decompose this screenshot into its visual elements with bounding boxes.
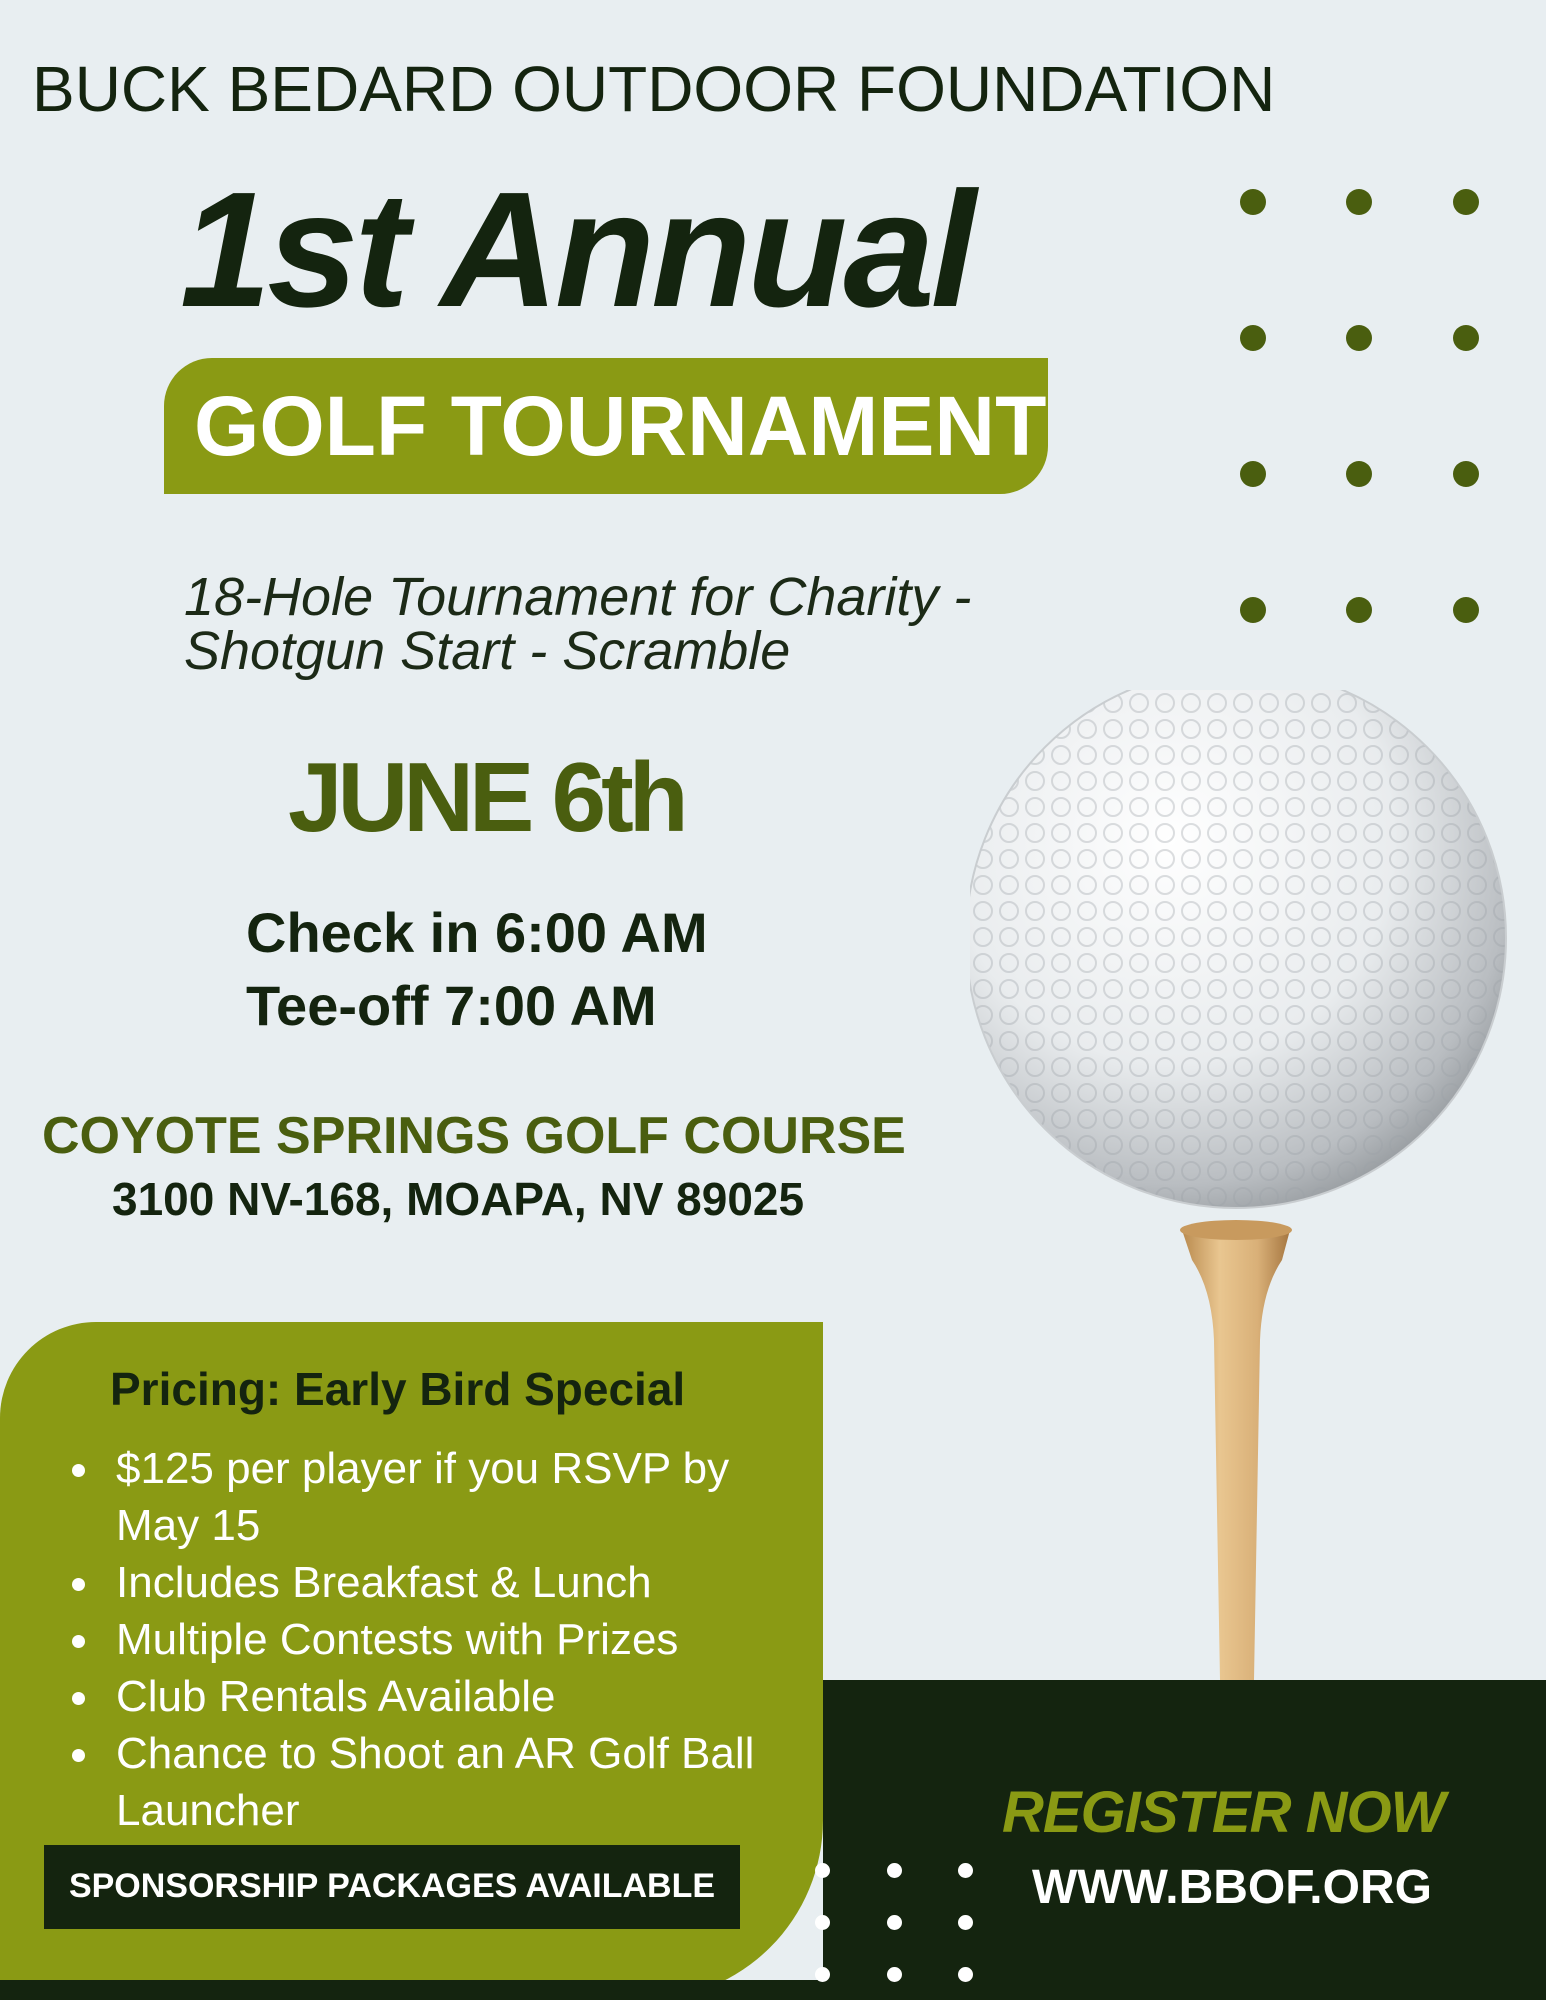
list-item: $125 per player if you RSVP by May 15 bbox=[66, 1440, 806, 1554]
event-subtitle bbox=[184, 567, 972, 681]
dot-icon bbox=[1346, 325, 1372, 351]
venue-address: 3100 NV-168, MOAPA, NV 89025 bbox=[112, 1173, 805, 1225]
banner-title: GOLF TOURNAMENT bbox=[194, 379, 1047, 473]
event-date: JUNE 6th bbox=[288, 742, 684, 852]
list-item: Multiple Contests with Prizes bbox=[66, 1611, 806, 1668]
dot-icon bbox=[958, 1863, 973, 1878]
venue-name: COYOTE SPRINGS GOLF COURSE bbox=[42, 1107, 906, 1165]
dot-icon bbox=[1346, 597, 1372, 623]
list-item: Club Rentals Available bbox=[66, 1668, 806, 1725]
dot-icon bbox=[887, 1915, 902, 1930]
subtitle-line-2: Shotgun Start - Scramble bbox=[184, 621, 791, 681]
headline: 1st Annual bbox=[180, 158, 973, 341]
dot-icon bbox=[1453, 461, 1479, 487]
dot-icon bbox=[815, 1915, 830, 1930]
list-item: Includes Breakfast & Lunch bbox=[66, 1554, 806, 1611]
dot-icon bbox=[1240, 461, 1266, 487]
dot-icon bbox=[1453, 189, 1479, 215]
dot-icon bbox=[1453, 325, 1479, 351]
organization-name: BUCK BEDARD OUTDOOR FOUNDATION bbox=[32, 53, 1276, 125]
footer-bar bbox=[0, 1980, 1546, 2000]
dot-icon bbox=[1346, 461, 1372, 487]
dot-icon bbox=[1240, 189, 1266, 215]
register-now-heading: REGISTER NOW bbox=[1002, 1780, 1445, 1845]
pricing-list bbox=[66, 1440, 806, 1839]
list-item: Chance to Shoot an AR Golf Ball Launcher bbox=[66, 1725, 806, 1839]
website-link[interactable]: WWW.BBOF.ORG bbox=[1032, 1861, 1432, 1914]
dot-icon bbox=[1240, 597, 1266, 623]
dot-icon bbox=[887, 1863, 902, 1878]
dot-icon bbox=[815, 1863, 830, 1878]
dot-icon bbox=[815, 1967, 830, 1982]
sponsorship-text: SPONSORSHIP PACKAGES AVAILABLE bbox=[68, 1867, 716, 1905]
subtitle-line-1: 18-Hole Tournament for Charity - bbox=[184, 567, 972, 627]
pricing-title: Pricing: Early Bird Special bbox=[110, 1363, 686, 1415]
dot-icon bbox=[958, 1967, 973, 1982]
dot-icon bbox=[1453, 597, 1479, 623]
dot-icon bbox=[887, 1967, 902, 1982]
dot-icon bbox=[958, 1915, 973, 1930]
tee-off-time: Tee-off 7:00 AM bbox=[246, 974, 657, 1037]
golf-ball-on-tee-image bbox=[970, 690, 1530, 1690]
check-in-time: Check in 6:00 AM bbox=[246, 901, 708, 964]
dot-icon bbox=[1240, 325, 1266, 351]
dot-icon bbox=[1346, 189, 1372, 215]
